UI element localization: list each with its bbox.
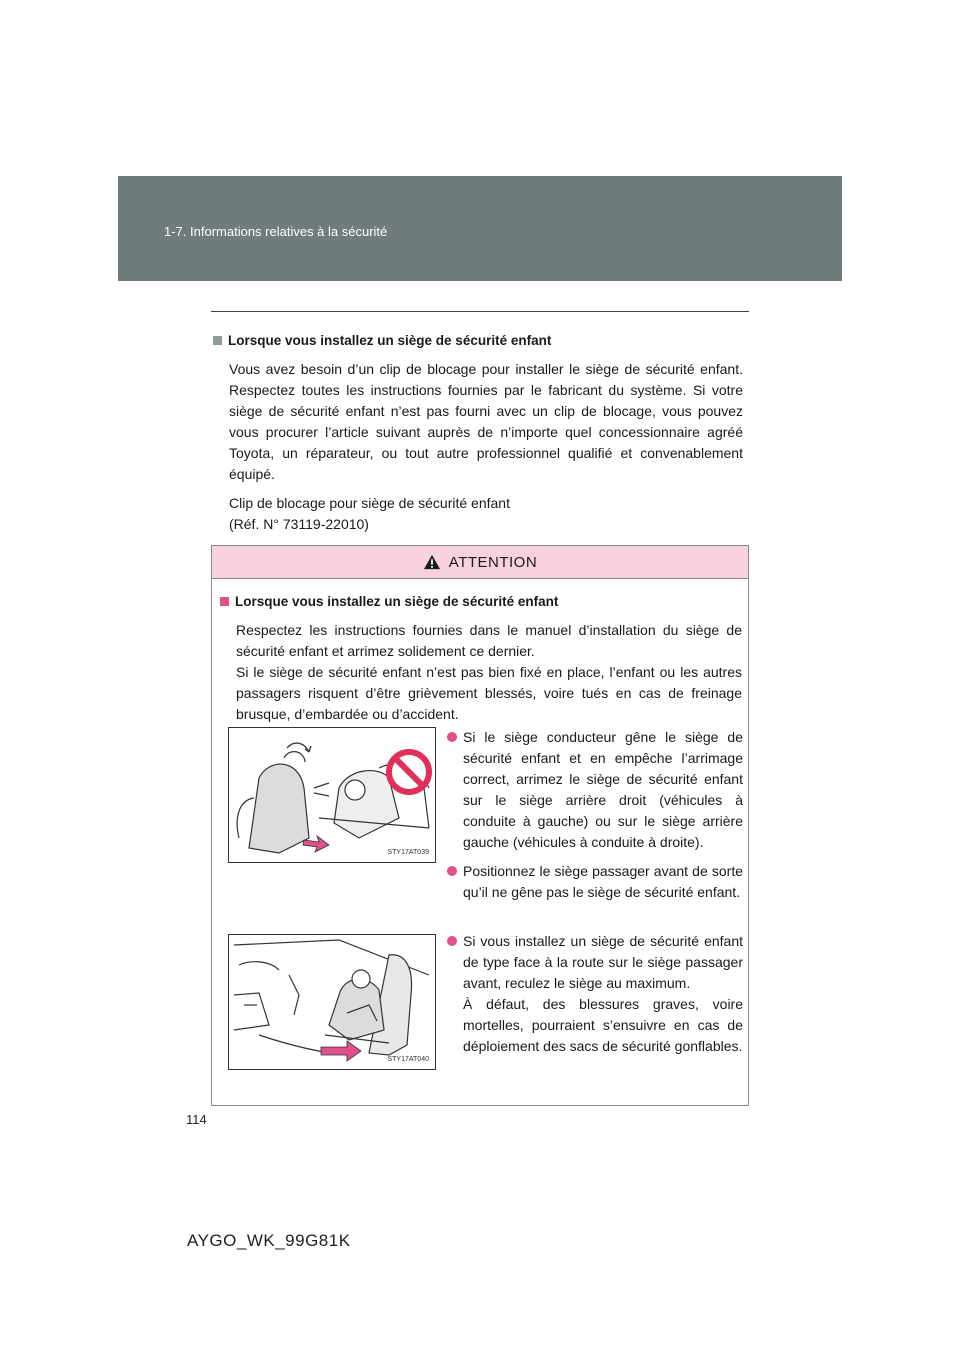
figure-driver-seat-interference: [228, 727, 436, 863]
attention-bullets-2: [447, 931, 743, 1065]
pink-dot-bullet-icon: [447, 936, 457, 946]
list-item: Si le siège conducteur gêne le siège de sécurité enfant et en empêche l’arrimage correct, arrimez le siège de sécurité enfant sur le siège arrière droit (véhicules à conduite à gauche) ou sur le siège arrière gauche (véhicules à conduite à droite).: [447, 727, 743, 853]
attention-bullets-1: [447, 727, 743, 911]
top-rule: [211, 311, 749, 312]
attention-header: [212, 546, 748, 579]
attention-heading-text: Lorsque vous installez un siège de sécurité enfant: [235, 594, 559, 609]
document-code: AYGO_WK_99G81K: [187, 1231, 351, 1250]
part-line-2: (Réf. N° 73119-22010): [229, 516, 369, 532]
list-item: Si vous installez un siège de sécurité enfant de type face à la route sur le siège passager avant, reculez le siège au maximum. À défaut, des blessures graves, voire mortelles, pourraient s’ensuivre en cas de déploiement des sacs de sécurité gonflables.: [447, 931, 743, 1057]
section-title: 1-7. Informations relatives à la sécurité: [164, 224, 388, 239]
intro-heading-text: Lorsque vous installez un siège de sécurité enfant: [228, 333, 552, 348]
front-seat-illustration: [229, 935, 435, 1069]
pink-dot-bullet-icon: [447, 732, 457, 742]
intro-heading: [213, 330, 743, 351]
rear-seat-illustration: [229, 728, 435, 862]
attention-para-2: Si le siège de sécurité enfant n’est pas bien fixé en place, l’enfant ou les autres passagers risquent d’être grièvement blessés, voire tués en cas de freinage brusque, d’embardée ou d’accident.: [236, 664, 742, 722]
figure-1-label: STY17AT039: [387, 849, 429, 856]
intro-section: [213, 330, 743, 535]
attention-para-1: Respectez les instructions fournies dans le manuel d’installation du siège de sécurité enfant et arrimez solidement ce dernier.: [236, 622, 742, 659]
page-number: 114: [186, 1112, 207, 1127]
attention-body: [212, 579, 748, 725]
square-bullet-icon: [213, 336, 222, 345]
intro-paragraph: Vous avez besoin d’un clip de blocage pour installer le siège de sécurité enfant. Respectez toutes les instructions fournies par le fabricant du système. Si votre siège de sécurité enfant n’est pas fourni avec un clip de blocage, vous pouvez vous procurer l’article suivant auprès de n’importe quel concessionnaire agréé Toyota, un réparateur, ou tout autre professionnel qualifié et convenablement équipé.: [229, 361, 743, 482]
warning-triangle-icon: [423, 554, 441, 570]
attention-box: [211, 545, 749, 1106]
figure-2-label: STY17AT040: [387, 1056, 429, 1063]
pink-dot-bullet-icon: [447, 866, 457, 876]
list-item: Positionnez le siège passager avant de sorte qu’il ne gêne pas le siège de sécurité enfant.: [447, 861, 743, 903]
attention-heading: [220, 591, 742, 612]
square-bullet-icon: [220, 597, 229, 606]
figure-front-passenger-seat: [228, 934, 436, 1070]
attention-title: ATTENTION: [448, 553, 538, 571]
part-line-1: Clip de blocage pour siège de sécurité enfant: [229, 495, 510, 511]
section-header-band: [118, 176, 842, 281]
